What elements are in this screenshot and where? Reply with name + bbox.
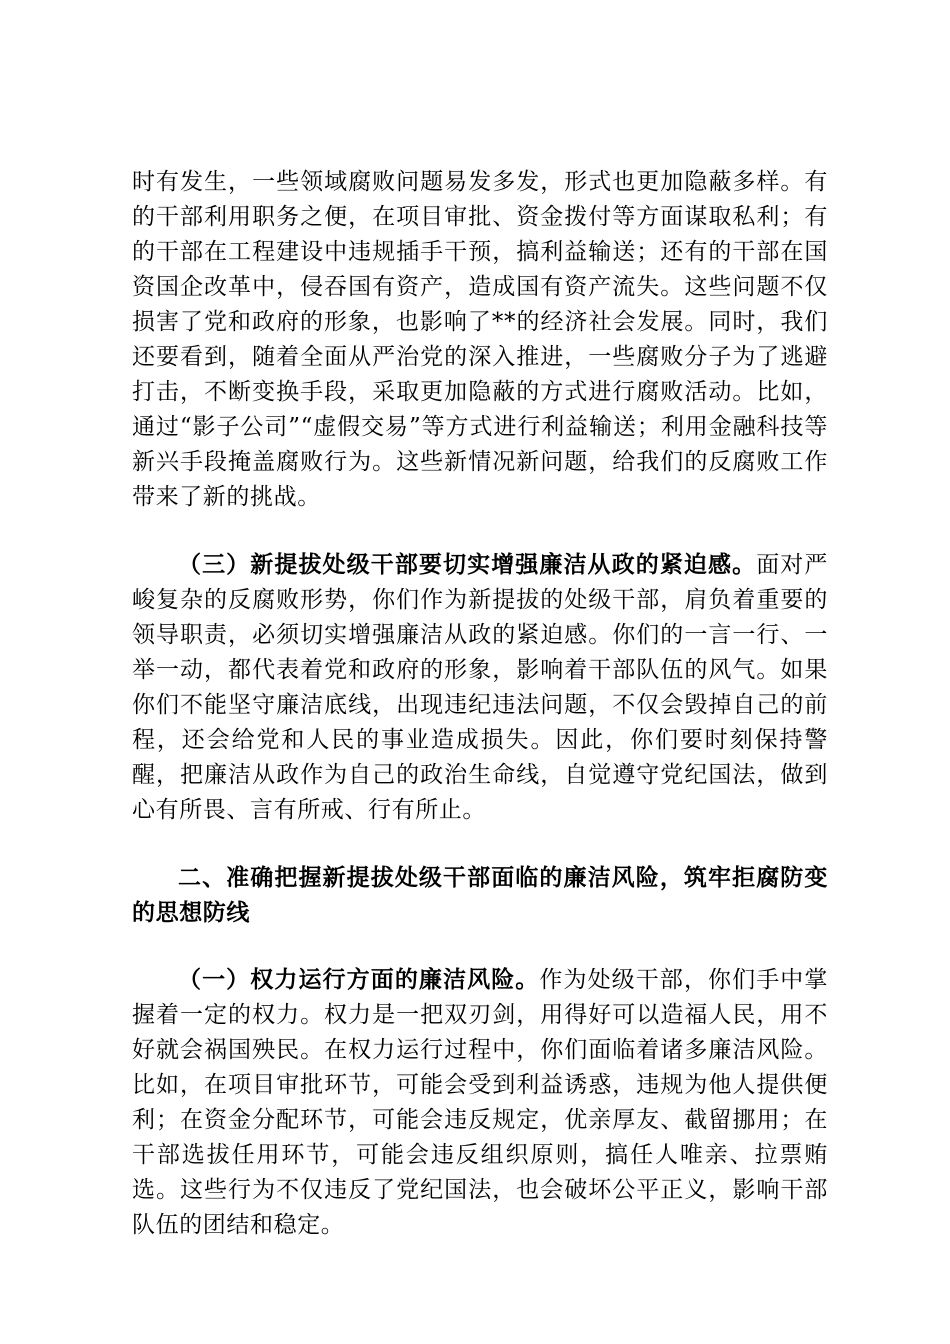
subsection-heading: （一）权力运行方面的廉洁风险。 (178, 966, 540, 993)
paragraph-subsection-one (132, 962, 828, 1243)
paragraph-subsection-three (132, 547, 828, 828)
subsection-heading: （三）新提拔处级干部要切实增强廉洁从政的紧迫感。 (178, 551, 757, 578)
paragraph-text: 时有发生，一些领域腐败问题易发多发，形式也更加隐蔽多样。有的干部利用职务之便，在项目审批、资金拨付等方面谋取私利；有的干部在工程建设中违规插手干预，搞利益输送；还有的干部在国资国企改革中，侵吞国有资产，造成国有资产流失。这些问题不仅损害了党和政府的形象，也影响了**的经济社会发展。同时，我们还要看到，随着全面从严治党的深入推进，一些腐败分子为了逃避打击，不断变换手段，采取更加隐蔽的方式进行腐败活动。比如，通过“影子公司”“虚假交易”等方式进行利益输送；利用金融科技等新兴手段掩盖腐败行为。这些新情况新问题，给我们的反腐败工作带来了新的挑战。 (132, 169, 828, 510)
paragraph-text: 作为处级干部，你们手中掌握着一定的权力。权力是一把双刃剑，用得好可以造福人民，用不好就会祸国殃民。在权力运行过程中，你们面临着诸多廉洁风险。比如，在项目审批环节，可能会受到利益诱惑，违规为他人提供便利；在资金分配环节，可能会违反规定，优亲厚友、截留挪用；在干部选拔任用环节，可能会违反组织原则，搞任人唯亲、拉票贿选。这些行为不仅违反了党纪国法，也会破坏公平正义，影响干部队伍的团结和稳定。 (132, 967, 829, 1238)
section-heading-two (132, 860, 828, 930)
paragraph-text: 面对严峻复杂的反腐败形势，你们作为新提拔的处级干部，肩负着重要的领导职责，必须切实增强廉洁从政的紧迫感。你们的一言一行、一举一动，都代表着党和政府的形象，影响着干部队伍的风气。如果你们不能坚守廉洁底线，出现违纪违法问题，不仅会毁掉自己的前程，还会给党和人民的事业造成损失。因此，你们要时刻保持警醒，把廉洁从政作为自己的政治生命线，自觉遵守党纪国法，做到心有所畏、言有所戒、行有所止。 (132, 552, 828, 823)
paragraph-continuation (132, 165, 828, 515)
document-page (132, 165, 828, 1243)
section-heading-text: 二、准确把握新提拔处级干部面临的廉洁风险，筑牢拒腐防变的思想防线 (132, 864, 828, 926)
